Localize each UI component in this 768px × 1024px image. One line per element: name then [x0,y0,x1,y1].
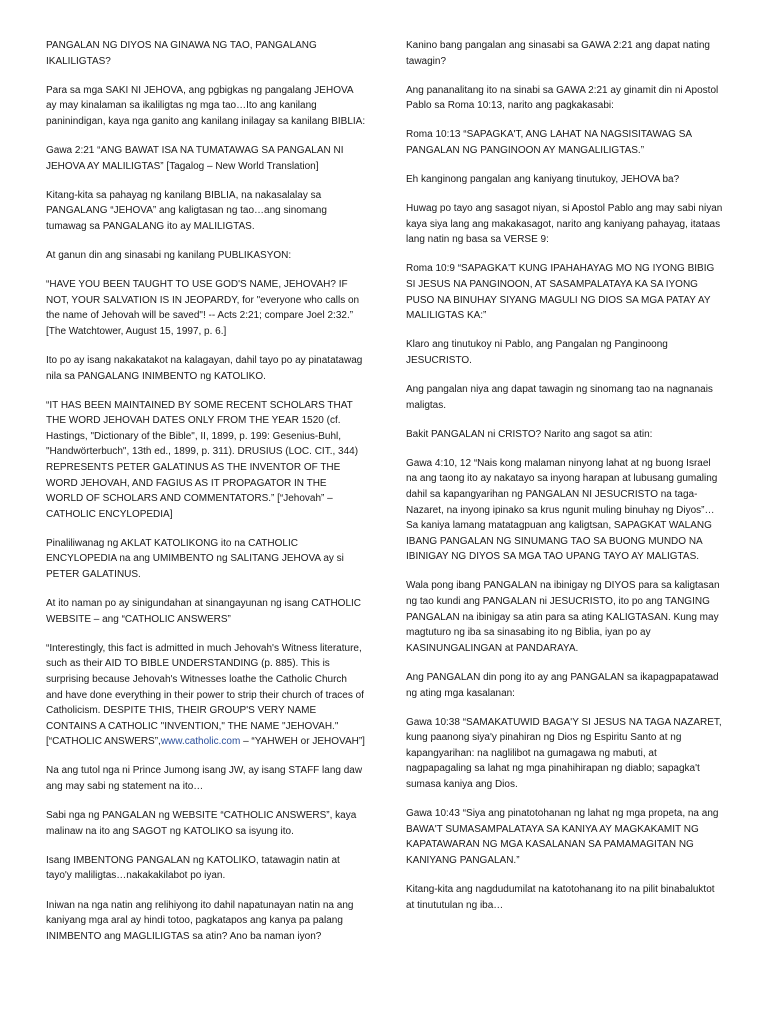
paragraph: Ang pananalitang ito na sinabi sa GAWA 2:21 ay ginamit din ni Apostol Pablo sa Roma 10:13, narito ang pagkakasabi: [406,84,719,112]
paragraph: Gawa 10:43 “Siya ang pinatotohanan ng lahat ng mga propeta, na ang BAWA'T SUMASAMPALATAYA SA KANIYA AY MAGKAKAMIT NG KAPATAWARAN NG MGA KASALANAN SA PAMAMAGITAN NG KANIYANG PANGALAN.” [406,808,719,866]
paragraph: Ang pangalan niya ang dapat tawagin ng sinomang tao na nagnanais maligtas. [406,384,713,411]
quote-tail: – “YAHWEH or JEHOVAH”] [240,736,365,748]
paragraph: Huwag po tayo ang sasagot niyan, si Apostol Pablo ang may sabi niyan kaya siya lang ang makakasagot, narito ang kaniyang pahayag, itataas lang natin ng basa sa VERSE 9: [406,203,723,246]
paragraph: Gawa 2:21 “ANG BAWAT ISA NA TUMATAWAG SA PANGALAN NI JEHOVA AY MALILIGTAS” [Tagalog – New World Translation] [46,144,344,172]
paragraph: Ito po ay isang nakakatakot na kalagayan, dahil tayo po ay pinatatawag nila sa PANGALANG INIMBENTO ng KATOLIKO. [46,354,363,382]
paragraph: Isang IMBENTONG PANGALAN ng KATOLIKO, tatawagin natin at tayo'y maliligtas…nakakakilabot po iyan. [46,854,340,882]
paragraph: “HAVE YOU BEEN TAUGHT TO USE GOD'S NAME, JEHOVAH? IF NOT, YOUR SALVATION IS IN JEOPARDY, for "everyone who calls on the name of Jehovah will be saved"! -- Acts 2:21; compare Joel 2:32.” [The Watchtower, August 15, 1997, p. 6.] [46,279,360,337]
paragraph: Na ang tutol nga ni Prince Jumong isang JW, ay isang STAFF lang daw ang may sabi ng statement na ito… [46,765,363,793]
right-column [406,38,724,927]
document-title: PANGALAN NG DIYOS NA GINAWA NG TAO, PANGALANG IKALILIGTAS? [46,40,317,67]
paragraph: Wala pong ibang PANGALAN na ibinigay ng DIYOS para sa kaligtasan ng tao kundi ang PANGALAN ni JESUCRISTO, ito po ang TANGING PANGALAN na ibinigay sa atin para sa ating KALIGTASAN. Kung may magtuturo ng iba sa sinasabing ito ng Biblia, iyan po ay KASINUNGALINGAN at PANDARAYA. [406,580,720,654]
paragraph: At ganun din ang sinasabi ng kanilang PUBLIKASYON: [46,249,292,261]
paragraph: Gawa 4:10, 12 “Nais kong malaman ninyong lahat at ng buong Israel na ang taong ito ay nakatayo sa inyong harapan at lubusang gumaling dahil sa kapangyarihan ng PANGALAN NI JESUCRISTO na taga- Nazaret, na inyong ipinako sa krus ngunit muling binuhay ng Diyos”…Sa kaniya lamang matatagpuan ang kaligtsan, SAPAGKAT WALANG IBANG PANGALAN NG SINUMANG TAO SA BUONG MUNDO NA IBINIGAY NG DIYOS SA MGA TAO UPANG TAYO AY MALIGTAS. [406,457,718,563]
paragraph: Kitang-kita sa pahayag ng kanilang BIBLIA, na nakasalalay sa PANGALANG “JEHOVA” ang kaligtasan ng tao…ang sinomang tumawag sa PANGALANG ito ay MALILIGTAS. [46,189,327,232]
catholic-website-link[interactable]: www.catholic.com [160,736,241,748]
paragraph: “IT HAS BEEN MAINTAINED BY SOME RECENT SCHOLARS THAT THE WORD JEHOVAH DATES ONLY FROM THE YEAR 1520 (cf. Hastings, "Dictionary of the Bible", II, 1899, p. 199: Gesenius-Buhl, "Handwörterbuch", 13th ed., 1899, p. 311). DRUSIUS (LOC. CIT., 344) REPRESENTS PETER GALATINUS AS THE INVENTOR OF THE WORD JEHOVAH, AND FAGIUS AS IT PROPAGATOR IN THE WORLD OF SCHOLARS AND COMMENTATORS.” [“Jehovah” – CATHOLIC ENCYLOPEDIA] [46,399,359,520]
paragraph: Ang PANGALAN din pong ito ay ang PANGALAN sa ikapagpapatawad ng ating mga kasalanan: [406,671,719,699]
paragraph: Roma 10:13 “SAPAGKA'T, ANG LAHAT NA NAGSISITAWAG SA PANGALAN NG PANGINOON AY MANGALILIGTAS.” [406,129,692,156]
paragraph: Kanino bang pangalan ang sinasabi sa GAWA 2:21 ang dapat nating tawagin? [406,40,710,67]
paragraph: Pinaliliwanag ng AKLAT KATOLIKONG ito na CATHOLIC ENCYLOPEDIA na ang UMIMBENTO ng SALITANG JEHOVA ay si PETER GALATINUS. [46,537,344,581]
quote-text: “Interestingly, this fact is admitted in much Jehovah's Witness literature, such as their AID TO BIBLE UNDERSTANDING (p. 885). This is surprising because Jehovah's Witnesses loathe the Catholic Church and have done everything in their power to strip their church of traces of Catholicism. DESPITE THIS, THEIR GROUP'S VERY NAME CONTAINS A CATHOLIC "INVENTION," THE NAME "JEHOVAH." [“CATHOLIC ANSWERS”, [46,642,364,748]
catholic-answers-quote [46,641,366,750]
paragraph: Bakit PANGALAN ni CRISTO? Narito ang sagot sa atin: [406,428,653,440]
paragraph: Roma 10:9 “SAPAGKA'T KUNG IPAHAHAYAG MO NG IYONG BIBIG SI JESUS NA PANGINOON, AT SASAMPALATAYA KA SA IYONG PUSO NA BINUHAY SIYANG MAGULI NG DIOS SA MGA PATAY AY MALILIGTAS KA:” [406,263,715,322]
paragraph: Eh kanginong pangalan ang kaniyang tinutukoy, JEHOVA ba? [406,174,680,186]
paragraph: At ito naman po ay sinigundahan at sinangayunan ng isang CATHOLIC WEBSITE – ang “CATHOLIC ANSWERS” [46,598,362,625]
paragraph: Para sa mga SAKI NI JEHOVA, ang pgbigkas ng pangalang JEHOVA ay may kinalaman sa ikaliligtas ng mga tao…Ito ang kanilang paninindigan, kaya nga ganito ang kanilang inilagay sa kanilang BIBLIA: [46,84,366,127]
left-column [46,38,366,958]
paragraph: Kitang-kita ang nagdudumilat na katotohanang ito na pilit binabaluktot at tinututulan ng iba… [406,883,715,911]
paragraph: Klaro ang tinutukoy ni Pablo, ang Pangalan ng Panginoong JESUCRISTO. [406,339,668,366]
paragraph: Gawa 10:38 “SAMAKATUWID BAGA'Y SI JESUS NA TAGA NAZARET, kung paanong siya'y pinahiran ng Dios ng Espiritu Santo at ng kapangyarihan: na naglilibot na gumagawa ng mabuti, at nagpapagaling sa lahat ng mga pinahihirapan ng diablo; sapagka't sumasa kaniya ang Dios. [406,716,722,790]
paragraph: Iniwan na nga natin ang relihiyong ito dahil napatunayan natin na ang kaniyang mga aral ay hindi totoo, pagkatapos ang kanya pa palang INIMBENTO ang MAGLILIGTAS sa atin? Ano ba naman iyon? [46,899,354,942]
paragraph: Sabi nga ng PANGALAN ng WEBSITE “CATHOLIC ANSWERS”, kaya malinaw na ito ang SAGOT ng KATOLIKO sa isyung ito. [46,810,357,837]
